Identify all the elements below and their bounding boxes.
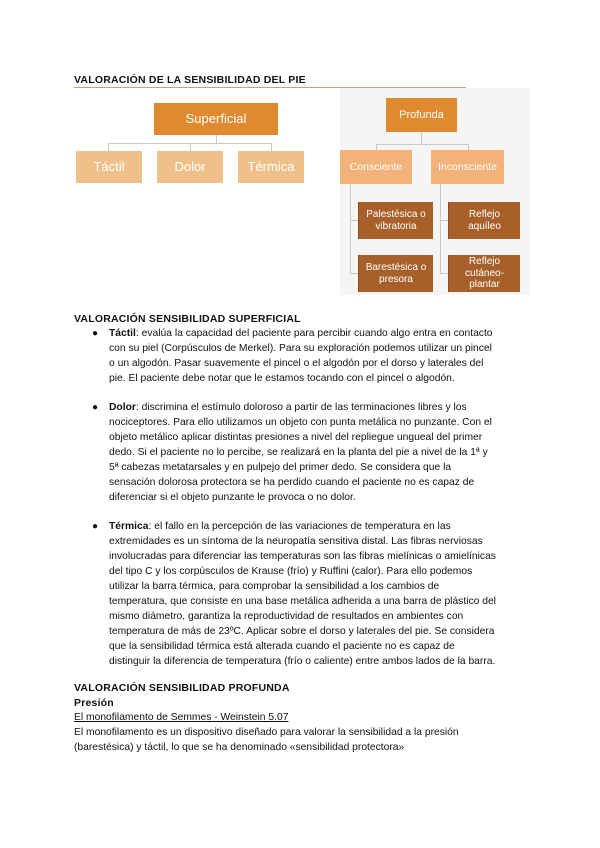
node-superficial xyxy=(154,103,278,135)
node-label: Reflejo cutáneo-plantar xyxy=(465,256,504,291)
node-profunda xyxy=(386,98,457,132)
text-line: (barestésica) y táctil, lo que se ha denominado «sensibilidad protectora» xyxy=(74,742,405,753)
text-line: o un algodón. Pasar suavemente el pincel o el algodón por el dorso y laterales del xyxy=(109,358,484,369)
text-line: El monofilamento es un dispositivo diseñado para valorar la sensibilidad a la presión xyxy=(74,727,459,738)
node-label: Reflejo aquíleo xyxy=(468,209,501,232)
node-termica xyxy=(238,151,304,183)
connector-line xyxy=(350,273,358,274)
text-line: utilizar la barra térmica, para comprobar la sensibilidad a los cambios de xyxy=(109,581,440,592)
text-line: 5ª cabezas metatarsales y en pulpejo del primer dedo. Se considera que la xyxy=(109,462,452,473)
connector-line xyxy=(350,184,351,274)
text-line: sensación dolorosa protectora se ha perdido cuando el paciente no es capaz de xyxy=(109,477,475,488)
text-line: temperatura, que consiste en una base metálica adherida a una barra de plástico del xyxy=(109,596,496,607)
node-label: Consciente xyxy=(349,160,403,173)
connector-line xyxy=(108,143,109,151)
profunda-paragraph xyxy=(74,725,534,755)
text-line: nociceptores. Para ello utilizamos un objeto con punta metálica no punzante. Con el xyxy=(109,417,492,428)
node-label: Barestésica o presora xyxy=(365,262,427,285)
text-line xyxy=(109,326,529,341)
bullet-term: Dolor xyxy=(109,402,136,413)
node-label: Profunda xyxy=(399,108,444,121)
node-inconsciente xyxy=(431,150,504,184)
page-title: VALORACIÓN DE LA SENSIBILIDAD DEL PIE xyxy=(74,74,306,86)
text-line: : el fallo en la percepción de las variaciones de temperatura en las xyxy=(148,521,451,532)
node-reflejo-aquileo xyxy=(448,202,520,239)
bullet-term: Térmica xyxy=(109,521,149,532)
text-line: : discrimina el estímulo doloroso a partir de las terminaciones libres y los xyxy=(135,402,467,413)
text-line: extremidades es un síntoma de la neuropatía sensitiva distal. Las fibras nerviosas xyxy=(109,536,483,547)
bullet-term: Táctil xyxy=(109,328,136,339)
text-line: del tipo C y los corpúsculos de Krause (frío) y Ruffini (calor). Para ello podemos xyxy=(109,566,473,577)
connector-line xyxy=(271,143,272,151)
text-line xyxy=(109,519,529,534)
text-line: diferenciar si el objeto punzante le provoca o no dolor. xyxy=(109,492,356,503)
connector-line xyxy=(440,220,448,221)
connector-line xyxy=(216,134,217,143)
connector-line xyxy=(350,220,358,221)
node-label: Dolor xyxy=(174,158,206,174)
text-line: involucradas para diferenciar las temperaturas son las fibras mielínicas o amielínicas xyxy=(109,551,496,562)
connector-line xyxy=(421,132,422,144)
node-label: Táctil xyxy=(93,158,125,174)
section-heading-profunda: VALORACIÓN SENSIBILIDAD PROFUNDA xyxy=(74,682,290,694)
node-reflejo-cutaneo xyxy=(448,255,520,292)
connector-line xyxy=(440,273,448,274)
text-line: objeto metálico aplicar distintas presiones a nivel del repliegue ungueal del primer xyxy=(109,432,483,443)
node-palestesica xyxy=(358,202,433,239)
connector-line xyxy=(376,144,469,145)
connector-line xyxy=(440,184,441,274)
bullet-tactil xyxy=(109,326,529,386)
text-line: mismo diámetro, garantiza la reproductividad de resultados en ambientes con xyxy=(109,611,464,622)
text-line: dedo. Si el paciente no lo percibe, se realizará en la planta del pie a nivel de la 1ª y xyxy=(109,447,488,458)
node-consciente xyxy=(340,150,412,184)
bullet-dot: ● xyxy=(92,328,99,339)
text-line: con su piel (Corpúsculos de Merkel). Para su exploración podemos utilizar un pincel xyxy=(109,343,492,354)
node-dolor xyxy=(157,151,223,183)
node-label: Térmica xyxy=(247,158,295,174)
monofilament-link[interactable]: El monofilamento de Semmes - Weinstein 5.07 xyxy=(74,712,289,723)
node-barestesica xyxy=(358,255,433,292)
bullet-dot: ● xyxy=(92,402,99,413)
text-line: pie. El paciente debe notar que le estamos tocando con el pincel o algodón. xyxy=(109,373,455,384)
section-heading-superficial: VALORACIÓN SENSIBILIDAD SUPERFICIAL xyxy=(74,313,301,325)
node-label: Palestésica o vibratoria xyxy=(366,209,426,232)
node-label: Inconsciente xyxy=(438,160,497,173)
text-line xyxy=(109,400,529,415)
connector-line xyxy=(190,143,191,151)
text-line: que la sensibilidad térmica está alterada cuando el paciente no es capaz de xyxy=(109,641,455,652)
text-line: temperatura de más de 23ºC. Aplicar sobre el dorso y laterales del pie. Se considera xyxy=(109,626,495,637)
bullet-dot: ● xyxy=(92,521,99,532)
text-line: : evalúa la capacidad del paciente para percibir cuando algo entra en contacto xyxy=(135,328,493,339)
node-tactil xyxy=(76,151,142,183)
node-label: Superficial xyxy=(185,110,247,126)
subheading-presion: Presión xyxy=(74,697,114,709)
bullet-termica xyxy=(109,519,529,669)
text-line: distinguir la diferencia de temperatura (frío o caliente) entre ambos lados de la barra. xyxy=(109,656,496,667)
bullet-dolor xyxy=(109,400,529,505)
